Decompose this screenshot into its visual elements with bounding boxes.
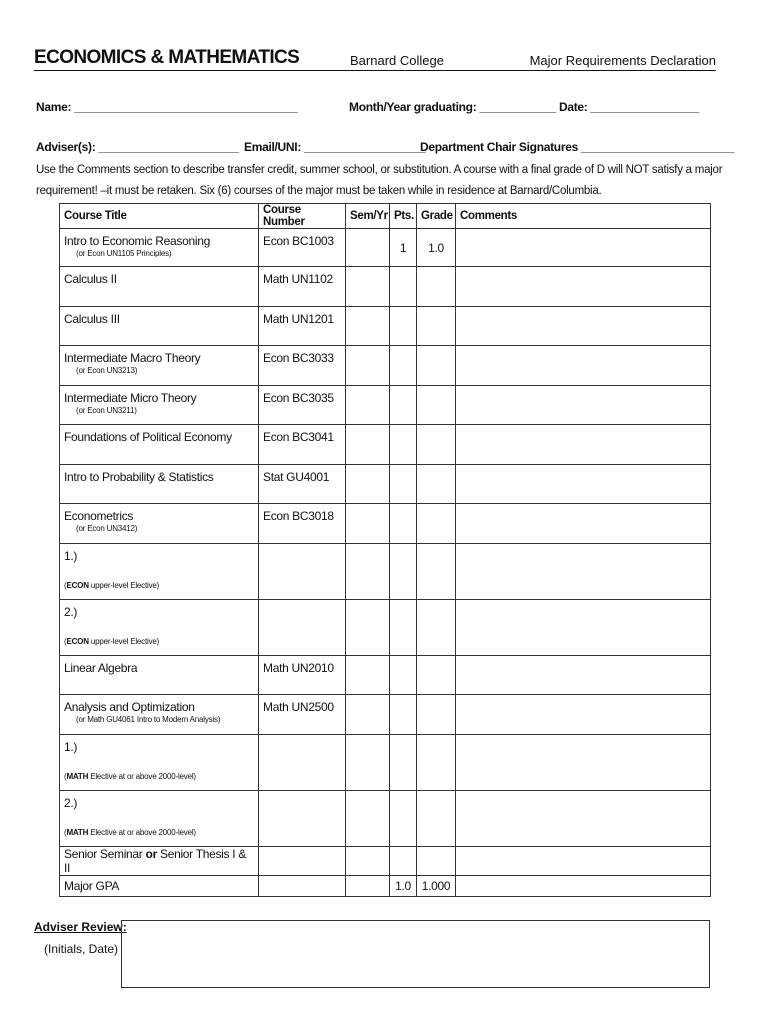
pts-cell[interactable] (390, 465, 417, 504)
sem-yr-cell[interactable] (346, 791, 390, 847)
table-row (60, 229, 711, 267)
course-number-cell (259, 791, 346, 847)
course-alternative: (or Econ UN3213) (76, 366, 138, 375)
senior-or-label: or (145, 847, 157, 861)
table-row (60, 791, 711, 847)
comments-cell[interactable] (456, 229, 711, 267)
table-row (60, 307, 711, 346)
comments-cell[interactable] (456, 425, 711, 465)
grade-cell[interactable] (417, 307, 456, 346)
comments-cell[interactable] (456, 791, 711, 847)
grade-cell[interactable]: 1.0 (417, 229, 456, 267)
table-row (60, 346, 711, 386)
course-number: Econ BC3035 (263, 391, 334, 405)
comments-cell[interactable] (456, 386, 711, 425)
table-row (60, 544, 711, 600)
header-course-number: Course Number (259, 204, 346, 229)
course-number: Math UN2500 (263, 700, 334, 714)
course-title-cell (60, 346, 259, 386)
pts-cell[interactable] (390, 307, 417, 346)
sem-yr-cell[interactable] (346, 504, 390, 544)
elective-description: Elective at or above 2000-level) (88, 772, 196, 781)
course-number-cell (259, 600, 346, 656)
table-row (60, 267, 711, 307)
course-title-cell (60, 307, 259, 346)
comments-cell[interactable] (456, 656, 711, 695)
elective-description: upper-level Elective) (88, 637, 160, 646)
pts-cell[interactable] (390, 600, 417, 656)
sem-yr-cell[interactable] (346, 386, 390, 425)
comments-cell[interactable] (456, 600, 711, 656)
course-title: Intro to Probability & Statistics (64, 470, 214, 484)
elective-note: (MATH Elective at or above 2000-level) (64, 772, 196, 781)
grade-cell[interactable] (417, 600, 456, 656)
course-number: Math UN2010 (263, 661, 334, 675)
course-number-cell (259, 504, 346, 544)
table-header-row (60, 204, 711, 229)
course-title: Econometrics (64, 509, 134, 523)
name-field[interactable]: Name: ___________________________________ (36, 100, 298, 114)
comments-cell[interactable] (456, 544, 711, 600)
sem-yr-cell[interactable] (346, 425, 390, 465)
comments-cell[interactable] (456, 267, 711, 307)
course-number-cell (259, 544, 346, 600)
course-title: Foundations of Political Economy (64, 430, 232, 444)
grade-cell[interactable] (417, 346, 456, 386)
course-alternative: (or Econ UN3412) (76, 524, 138, 533)
course-number: Econ BC1003 (263, 234, 334, 248)
pts-cell[interactable] (390, 386, 417, 425)
grade-cell[interactable] (417, 847, 456, 876)
pts-cell[interactable] (390, 791, 417, 847)
course-number-cell (259, 735, 346, 791)
pts-cell[interactable] (390, 267, 417, 307)
grade-cell[interactable] (417, 386, 456, 425)
course-number: Math UN1102 (263, 272, 333, 286)
comments-cell[interactable] (456, 876, 711, 897)
sem-yr-cell[interactable] (346, 229, 390, 267)
table-row (60, 504, 711, 544)
pts-cell[interactable] (390, 346, 417, 386)
table-row (60, 600, 711, 656)
course-number: Math UN1201 (263, 312, 334, 326)
pts-cell[interactable] (390, 504, 417, 544)
senior-seminar-label: Senior Seminar (64, 847, 146, 861)
course-number-cell (259, 307, 346, 346)
course-alternative: (or Econ UN1105 Principles) (76, 249, 172, 258)
elective-description: upper-level Elective) (88, 581, 160, 590)
senior-thesis-label: Senior Thesis I & II (64, 847, 247, 875)
course-number-cell (259, 267, 346, 307)
sem-yr-cell[interactable] (346, 695, 390, 735)
header-sem-yr: Sem/Yr (346, 204, 390, 229)
grade-cell[interactable] (417, 735, 456, 791)
course-number-cell (259, 425, 346, 465)
course-alternative: (or Econ UN3211) (76, 406, 137, 415)
elective-note: (MATH Elective at or above 2000-level) (64, 828, 196, 837)
pts-cell[interactable] (390, 735, 417, 791)
comments-cell[interactable] (456, 504, 711, 544)
sem-yr-cell[interactable] (346, 307, 390, 346)
course-title-cell (60, 465, 259, 504)
college-name: Barnard College (350, 53, 444, 68)
course-title-cell (60, 504, 259, 544)
elective-type: ECON (66, 581, 89, 590)
course-title: Calculus III (64, 312, 120, 326)
course-number-cell (259, 695, 346, 735)
course-title: 2.) (64, 605, 78, 619)
adviser-review-label: Adviser Review: (34, 920, 127, 934)
grade-cell[interactable] (417, 791, 456, 847)
pts-cell[interactable] (390, 695, 417, 735)
adviser-review-sub: (Initials, Date) (44, 942, 119, 956)
grade-cell[interactable] (417, 656, 456, 695)
course-title-cell: Major GPA (60, 876, 259, 897)
sem-yr-cell[interactable] (346, 267, 390, 307)
comments-cell[interactable] (456, 346, 711, 386)
course-title-cell (60, 386, 259, 425)
table-row (60, 425, 711, 465)
comments-cell[interactable] (456, 735, 711, 791)
course-number-cell (259, 229, 346, 267)
grade-cell[interactable] (417, 465, 456, 504)
course-title: 1.) (64, 740, 78, 754)
course-number: Econ BC3041 (263, 430, 334, 444)
elective-type: MATH (66, 828, 89, 837)
pts-cell[interactable] (390, 544, 417, 600)
grade-cell[interactable] (417, 544, 456, 600)
requirements-table (59, 203, 711, 897)
gpa-pts-cell: 1.0 (390, 876, 417, 897)
elective-type: ECON (66, 637, 89, 646)
instructions-text: Use the Comments section to describe transfer credit, summer school, or substitution. A course with a final grade of D will NOT satisfy a major requirement! –it must be retaken. Six (6) courses of the major must be taken while in residence at Barnard/Columbia. (36, 164, 723, 197)
header-pts: Pts. (390, 204, 417, 229)
sem-yr-cell[interactable] (346, 544, 390, 600)
course-number: Econ BC3018 (263, 509, 334, 523)
course-title: Analysis and Optimization (64, 700, 195, 714)
date-field[interactable]: Date: _________________ (559, 100, 699, 114)
sem-yr-cell[interactable] (346, 600, 390, 656)
course-title-cell (60, 847, 259, 876)
comments-cell[interactable] (456, 307, 711, 346)
adviser-review-box[interactable] (121, 920, 710, 988)
pts-cell[interactable] (390, 425, 417, 465)
adviser-field[interactable]: Adviser(s): ______________________ (36, 140, 239, 154)
course-number-cell (259, 656, 346, 695)
chair-signature-field[interactable]: Department Chair Signatures ________________________ (420, 140, 734, 154)
course-title-cell (60, 695, 259, 735)
header-comments: Comments (456, 204, 711, 229)
course-title-cell (60, 425, 259, 465)
table-row (60, 386, 711, 425)
course-title-cell (60, 735, 259, 791)
pts-cell[interactable]: 1 (390, 229, 417, 267)
course-number: Econ BC3033 (263, 351, 334, 365)
elective-note: (ECON upper-level Elective) (64, 637, 160, 646)
course-alternative: (or Math GU4061 Intro to Modern Analysis) (76, 715, 221, 724)
pts-cell[interactable] (390, 847, 417, 876)
table-row (60, 465, 711, 504)
course-title: Linear Algebra (64, 661, 138, 675)
sem-yr-cell[interactable] (346, 346, 390, 386)
comments-cell[interactable] (456, 465, 711, 504)
course-number-cell (259, 386, 346, 425)
form-header (34, 44, 716, 71)
elective-description: Elective at or above 2000-level) (88, 828, 196, 837)
course-title: 1.) (64, 549, 78, 563)
table-row (60, 735, 711, 791)
header-grade: Grade (417, 204, 456, 229)
elective-type: MATH (66, 772, 89, 781)
course-title-cell (60, 791, 259, 847)
grade-cell[interactable] (417, 504, 456, 544)
course-title: Intermediate Macro Theory (64, 351, 201, 365)
sem-yr-cell[interactable] (346, 876, 390, 897)
declaration-label: Major Requirements Declaration (529, 53, 716, 68)
course-title-cell (60, 600, 259, 656)
table-row (60, 656, 711, 695)
comments-cell[interactable] (456, 847, 711, 876)
graduation-field[interactable]: Month/Year graduating: ____________ (349, 100, 556, 114)
course-title-cell (60, 544, 259, 600)
table-row (60, 695, 711, 735)
course-title-cell (60, 656, 259, 695)
course-title-cell (60, 267, 259, 307)
grade-cell[interactable] (417, 695, 456, 735)
table-row (60, 847, 711, 876)
gpa-grade-cell: 1.000 (417, 876, 456, 897)
course-number-cell (259, 876, 346, 897)
form-title: ECONOMICS & MATHEMATICS (34, 47, 300, 68)
email-field[interactable]: Email/UNI: ___________________ (244, 140, 426, 154)
grade-cell[interactable] (417, 425, 456, 465)
sem-yr-cell[interactable] (346, 465, 390, 504)
sem-yr-cell[interactable] (346, 656, 390, 695)
course-number-cell (259, 465, 346, 504)
pts-cell[interactable] (390, 656, 417, 695)
course-title: Calculus II (64, 272, 117, 286)
grade-cell[interactable] (417, 267, 456, 307)
elective-note: (ECON upper-level Elective) (64, 581, 160, 590)
sem-yr-cell[interactable] (346, 735, 390, 791)
course-number: Stat GU4001 (263, 470, 330, 484)
major-gpa-row (60, 876, 711, 897)
course-title: 2.) (64, 796, 78, 810)
sem-yr-cell[interactable] (346, 847, 390, 876)
comments-cell[interactable] (456, 695, 711, 735)
course-title: Intermediate Micro Theory (64, 391, 197, 405)
course-number-cell (259, 346, 346, 386)
course-title: Intro to Economic Reasoning (64, 234, 210, 248)
course-title-cell (60, 229, 259, 267)
course-number-cell (259, 847, 346, 876)
header-course-title: Course Title (60, 204, 259, 229)
